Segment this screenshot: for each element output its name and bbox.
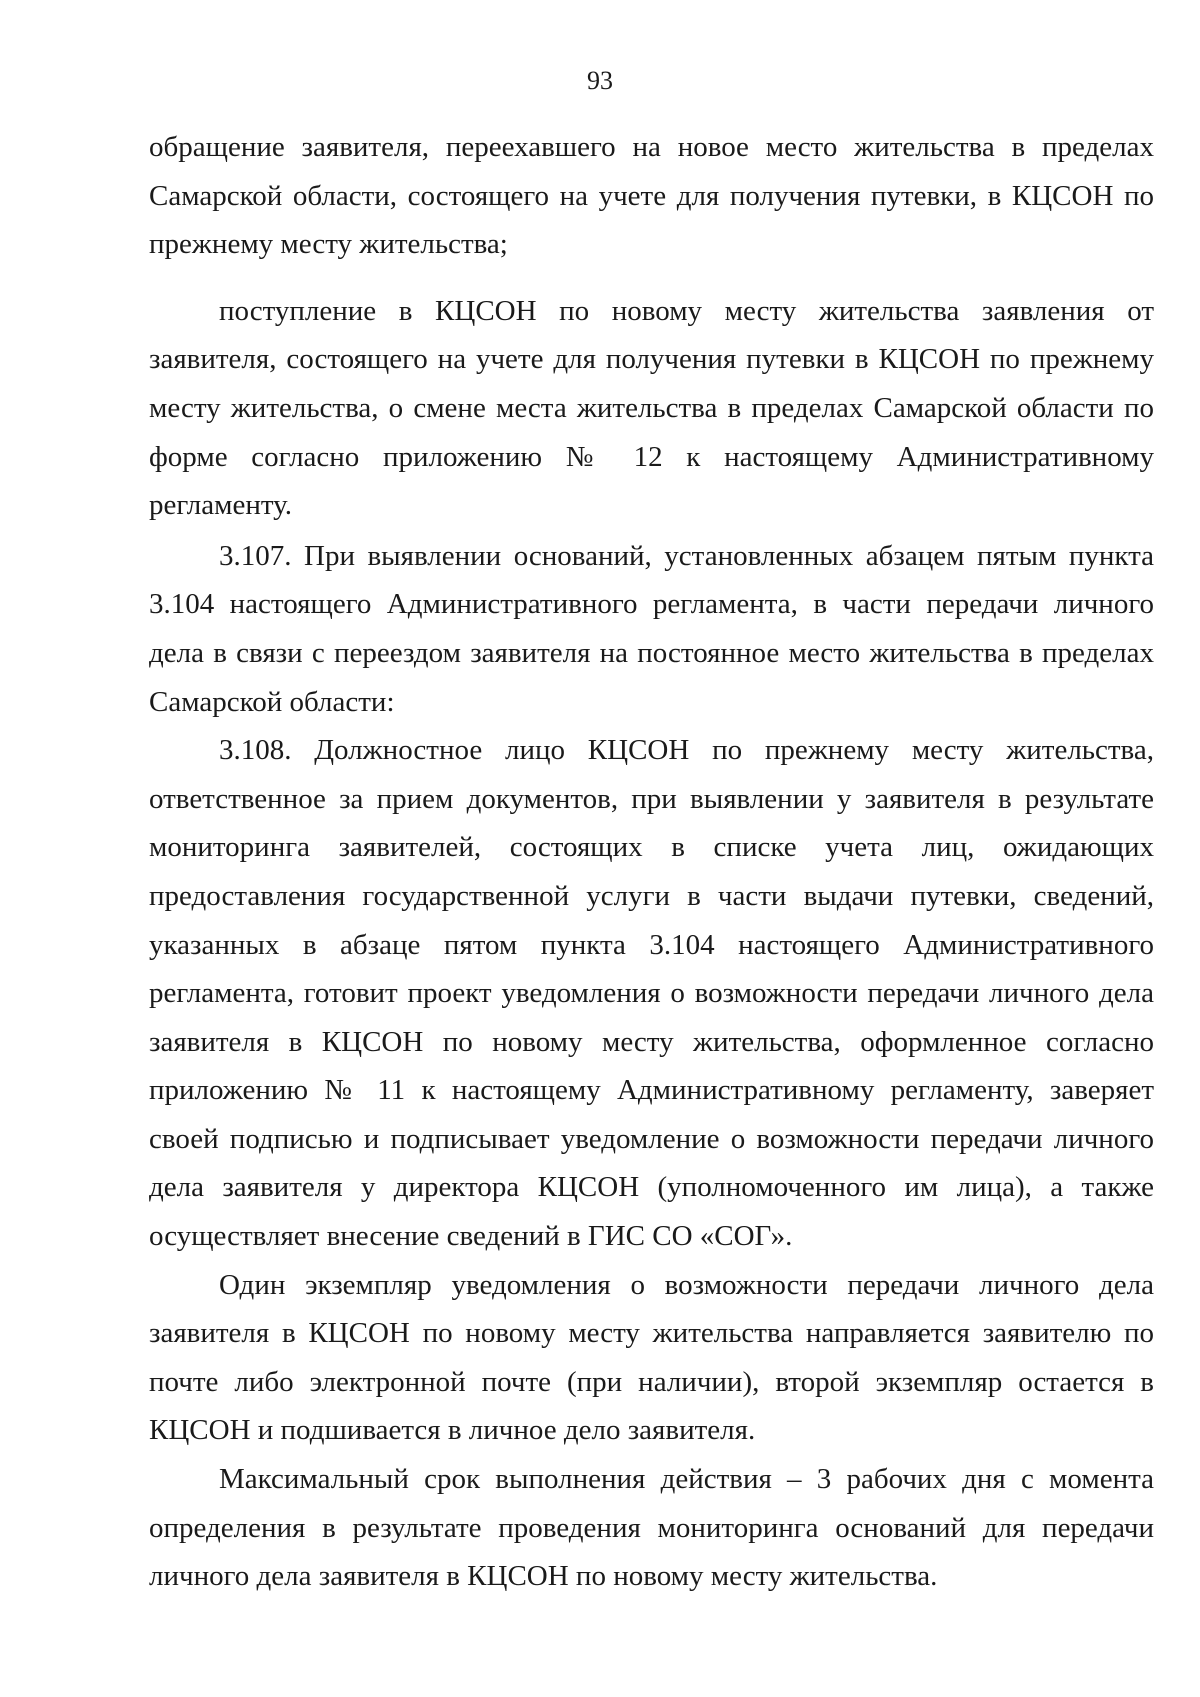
document-body — [149, 123, 1154, 1601]
paragraph-3-107: 3.107. При выявлении оснований, установленных абзацем пятым пункта 3.104 настоящего Административного регламента, в части передачи личного дела в связи с переездом заявителя на постоянное место жительства в пределах Самарской области: — [149, 539, 1154, 718]
paragraph-3-108: 3.108. Должностное лицо КЦСОН по прежнему месту жительства, ответственное за прием документов, при выявлении у заявителя в результате мониторинга заявителей, состоящих в списке учета лиц, ожидающих предоставления государственной услуги в части выдачи путевки, сведений, указанных в абзаце пятом пункта 3.104 настоящего Административного регламента, готовит проект уведомления о возможности передачи личного дела заявителя в КЦСОН по новому месту жительства, оформленное согласно приложению № 11 к настоящему Административному регламенту, заверяет своей подписью и подписывает уведомление о возможности передачи личного дела заявителя у директора КЦСОН (уполномоченного им лица), а также осуществляет внесение сведений в ГИС СО «СОГ». — [149, 734, 1154, 1253]
paragraph-max-duration: Максимальный срок выполнения действия – 3 рабочих дня с момента определения в результате проведения мониторинга оснований для передачи личного дела заявителя в КЦСОН по новому месту жительства. — [149, 1463, 1154, 1593]
paragraph-receipt-of-application: поступление в КЦСОН по новому месту жительства заявления от заявителя, состоящего на учете для получения путевки в КЦСОН по прежнему месту жительства, о смене места жительства в пределах Самарской области по форме согласно приложению № 12 к настоящему Административному регламенту. — [149, 294, 1154, 522]
page-number: 93 — [587, 66, 613, 95]
paragraph-continuation: обращение заявителя, переехавшего на новое место жительства в пределах Самарской области, состоящего на учете для получения путевки, в КЦСОН по прежнему месту жительства; — [149, 131, 1154, 261]
paragraph-notice-copy: Один экземпляр уведомления о возможности передачи личного дела заявителя в КЦСОН по новому месту жительства направляется заявителю по почте либо электронной почте (при наличии), второй экземпляр остается в КЦСОН и подшивается в личное дело заявителя. — [149, 1268, 1154, 1447]
